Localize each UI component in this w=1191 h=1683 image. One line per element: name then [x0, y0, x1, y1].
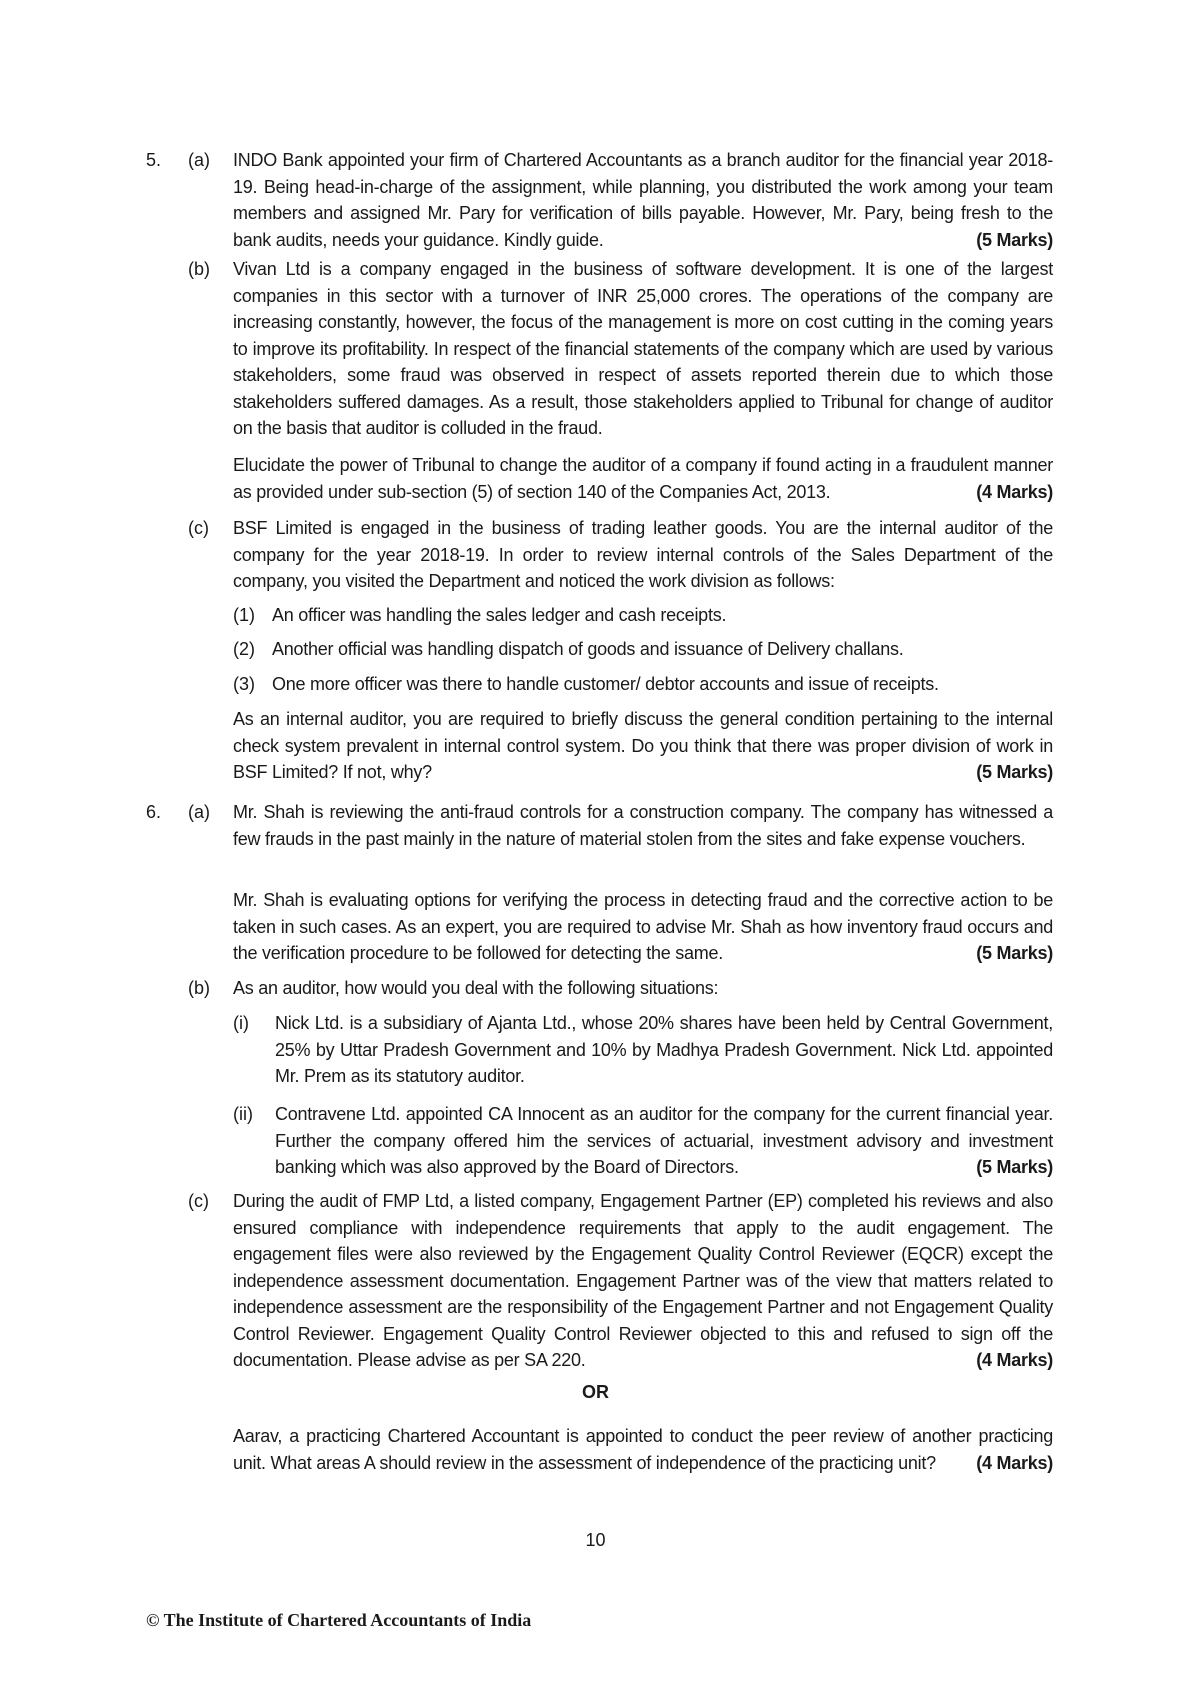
q5b-text1: Vivan Ltd is a company engaged in the business of software development. It is one of the largest companies in this sector with a turnover of INR 25,000 crores. The operations of the company are increasing constantly, however, the focus of the management is more on cost cutting in the coming years to improve its profitability. In respect of the financial statements of the company which are used by various stakeholders, some fraud was observed in respect of assets reported therein due to which those stakeholders suffered damages. As a result, those stakeholders applied to Tribunal for change of auditor on the basis that auditor is colluded in the fraud. [233, 259, 1053, 438]
q6b-text: As an auditor, how would you deal with the following situations: [233, 978, 719, 998]
q5c-item-2-text: Another official was handling dispatch of goods and issuance of Delivery challans. [272, 639, 904, 659]
q5a-body: INDO Bank appointed your firm of Chartered Accountants as a branch auditor for the financial year 2018-19. Being head-in-charge of the assignment, while planning, you distributed the work among your team members and assigned Mr. Pary for verification of bills payable. However, Mr. Pary, being fresh to the bank audits, needs your guidance. Kindly guide. [233, 150, 1053, 250]
q6a-text2 [233, 887, 1053, 967]
q5c-body2: As an internal auditor, you are required to briefly discuss the general condition pertaining to the internal check system prevalent in internal control system. Do you think that there was proper division of work in BSF Limited? If not, why? [233, 709, 1053, 782]
q5c-text2 [233, 706, 1053, 786]
q6c-alt-marks: (4 Marks) [976, 1452, 1053, 1473]
q6b-item-i-label: (i) [233, 1013, 249, 1033]
page-number: 10 [585, 1530, 606, 1550]
q5b-label: (b) [188, 259, 210, 279]
question-5-number: 5. [146, 150, 162, 170]
q6b-item-ii-body: Contravene Ltd. appointed CA Innocent as an auditor for the company for the current financial year. Further the company offered him the services of actuarial, investment advisory and investment banking which was also approved by the Board of Directors. [275, 1104, 1053, 1177]
q6c-text [233, 1188, 1053, 1374]
q5a-marks: (5 Marks) [976, 229, 1053, 250]
q6c-label: (c) [188, 1191, 209, 1211]
q6c-alt-body: Aarav, a practicing Chartered Accountant is appointed to conduct the peer review of another practicing unit. What areas A should review in the assessment of independence of the practicing unit? [233, 1426, 1053, 1473]
q6c-alt-text [233, 1423, 1053, 1476]
question-6-number: 6. [146, 802, 162, 822]
q5a-label: (a) [188, 150, 210, 170]
q5c-marks: (5 Marks) [976, 762, 1053, 782]
q6b-marks: (5 Marks) [976, 1157, 1053, 1177]
q5c-item-3-text: One more officer was there to handle customer/ debtor accounts and issue of receipts. [272, 674, 939, 694]
q5b-text2 [233, 452, 1053, 505]
q5c-item-3-label: (3) [233, 674, 255, 694]
or-separator: OR [582, 1382, 609, 1402]
copyright-footer: © The Institute of Chartered Accountants of India [146, 1610, 532, 1630]
q6b-item-ii-text [275, 1101, 1053, 1181]
q5c-item-2-label: (2) [233, 639, 255, 659]
q6a-label: (a) [188, 802, 210, 822]
q6c-body: During the audit of FMP Ltd, a listed company, Engagement Partner (EP) completed his reviews and also ensured compliance with independence requirements that apply to the audit engagement. The engagement files were also reviewed by the Engagement Quality Control Reviewer (EQCR) except the independence assessment documentation. Engagement Partner was of the view that matters related to independence assessment are the responsibility of the Engagement Partner and not Engagement Quality Control Reviewer. Engagement Quality Control Reviewer objected to this and refused to sign off the documentation. Please advise as per SA 220. [233, 1191, 1053, 1370]
q5b-body2: Elucidate the power of Tribunal to change the auditor of a company if found acting in a fraudulent manner as provided under sub-section (5) of section 140 of the Companies Act, 2013. [233, 455, 1053, 502]
q5c-text1: BSF Limited is engaged in the business of trading leather goods. You are the internal auditor of the company for the year 2018-19. In order to review internal controls of the Sales Department of the company, you visited the Department and noticed the work division as follows: [233, 518, 1053, 591]
q6c-marks: (4 Marks) [976, 1350, 1053, 1370]
q6a-body2: Mr. Shah is evaluating options for verifying the process in detecting fraud and the corrective action to be taken in such cases. As an expert, you are required to advise Mr. Shah as how inventory fraud occurs and the verification procedure to be followed for detecting the same. [233, 890, 1053, 963]
q5a-text [233, 147, 1053, 253]
q6b-item-ii-label: (ii) [233, 1104, 253, 1124]
q6a-text1: Mr. Shah is reviewing the anti-fraud controls for a construction company. The company has witnessed a few frauds in the past mainly in the nature of material stolen from the sites and fake expense vouchers. [233, 802, 1053, 849]
q6b-label: (b) [188, 978, 210, 998]
q5c-item-1-label: (1) [233, 605, 255, 625]
q6a-marks: (5 Marks) [976, 943, 1053, 963]
q5c-item-1-text: An officer was handling the sales ledger and cash receipts. [272, 605, 727, 625]
q6b-item-i-text: Nick Ltd. is a subsidiary of Ajanta Ltd., whose 20% shares have been held by Central Government, 25% by Uttar Pradesh Government and 10% by Madhya Pradesh Government. Nick Ltd. appointed Mr. Prem as its statutory auditor. [275, 1013, 1053, 1086]
q5b-marks: (4 Marks) [976, 481, 1053, 502]
q5c-label: (c) [188, 518, 209, 538]
